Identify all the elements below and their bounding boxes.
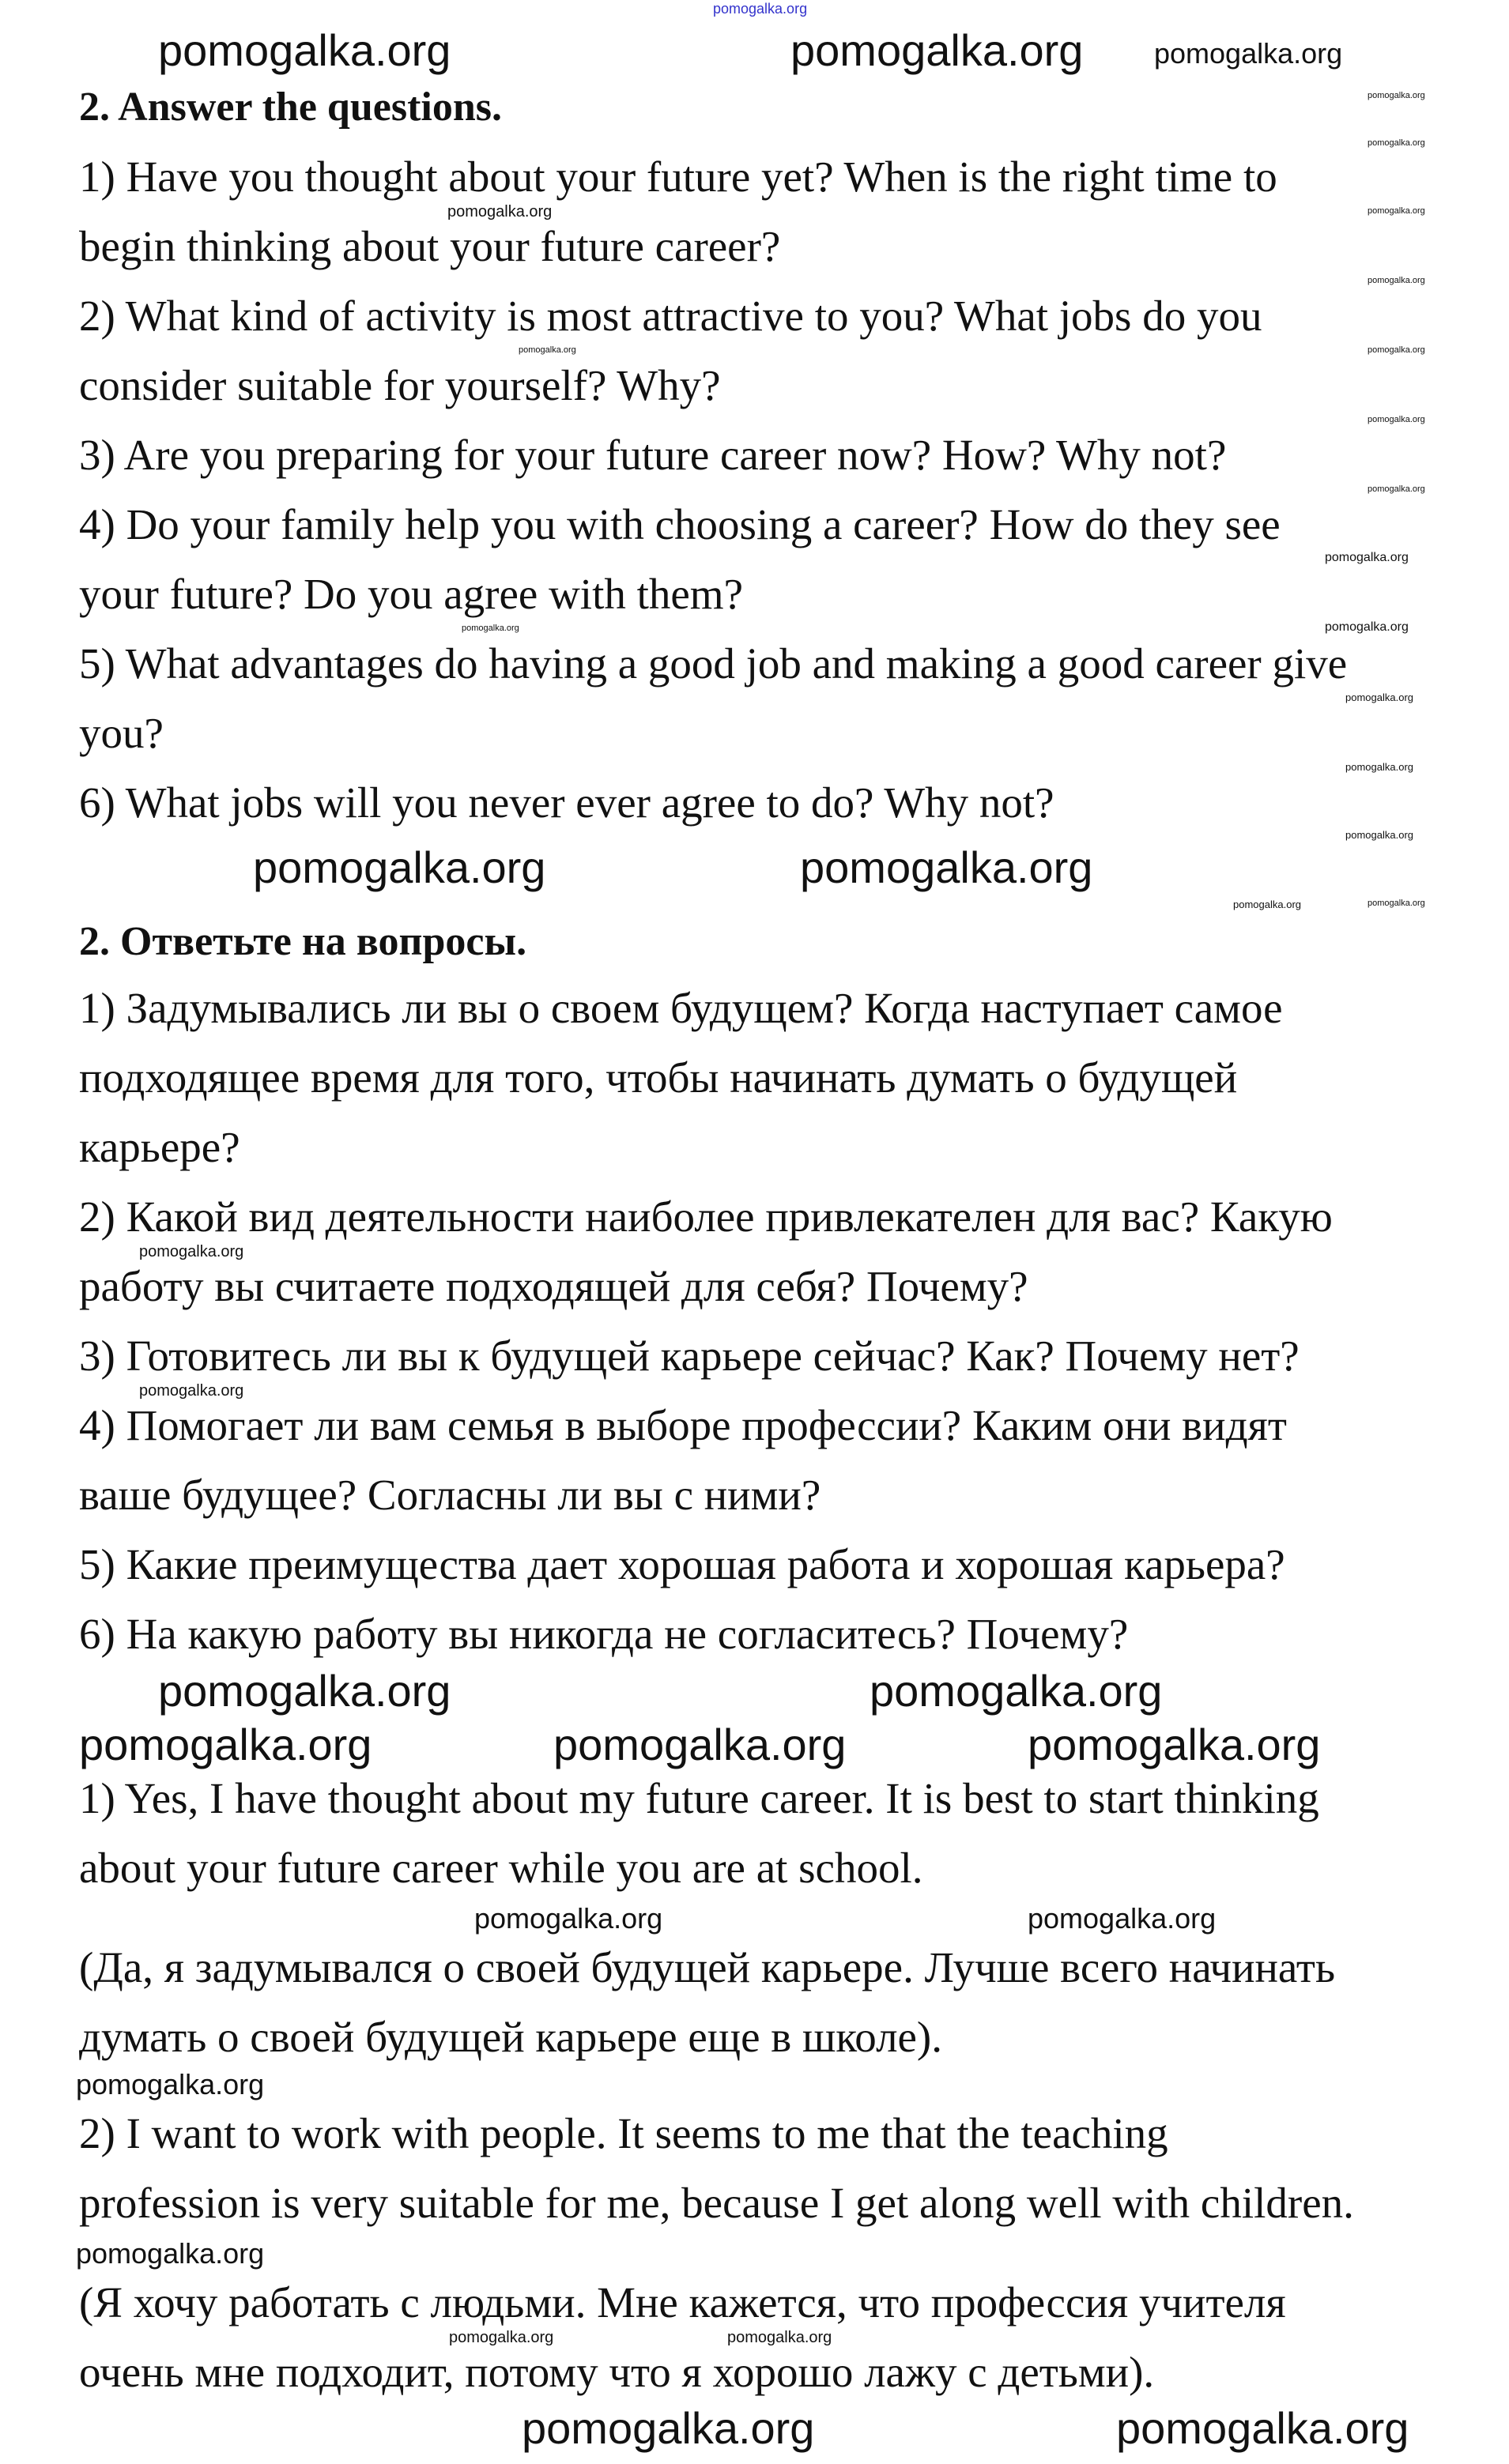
answer-line: (Я хочу работать с людьми. Мне кажется, что профессия учителя xyxy=(79,2278,1286,2326)
answer-line: 1) Yes, I have thought about my future career. It is best to start thinking xyxy=(79,1774,1319,1822)
question-line: 5) What advantages do having a good job and making a good career give xyxy=(79,639,1348,688)
watermark: pomogalka.org xyxy=(76,2068,265,2100)
watermark: pomogalka.org xyxy=(1368,484,1425,494)
answer-line: думать о своей будущей карьере еще в школе). xyxy=(79,2013,942,2061)
answer-line: очень мне подходит, потому что я хорошо лажу с детьми). xyxy=(79,2348,1155,2396)
question-line-ru: ваше будущее? Согласны ли вы с ними? xyxy=(79,1471,821,1519)
question-line-ru: 2) Какой вид деятельности наиболее привлекателен для вас? Какую xyxy=(79,1192,1333,1241)
heading-ru: 2. Ответьте на вопросы. xyxy=(79,919,527,964)
watermark: pomogalka.org xyxy=(1368,899,1425,908)
answer-line: profession is very suitable for me, because I get along well with children. xyxy=(79,2179,1354,2227)
watermark: pomogalka.org xyxy=(1345,761,1413,773)
watermark: pomogalka.org xyxy=(474,1902,663,1935)
watermark: pomogalka.org xyxy=(449,2329,554,2346)
watermark: pomogalka.org xyxy=(158,25,451,75)
question-line: 6) What jobs will you never ever agree to do? Why not? xyxy=(79,778,1054,827)
watermark: pomogalka.org xyxy=(139,1382,244,1400)
question-line: 4) Do your family help you with choosing a career? How do they see xyxy=(79,500,1281,548)
watermark: pomogalka.org xyxy=(1368,206,1425,216)
watermark: pomogalka.org xyxy=(158,1666,451,1716)
answer-line: 2) I want to work with people. It seems to me that the teaching xyxy=(79,2109,1168,2157)
watermark: pomogalka.org xyxy=(870,1666,1163,1716)
watermark: pomogalka.org xyxy=(727,2329,832,2346)
question-line: consider suitable for yourself? Why? xyxy=(79,361,721,409)
watermark: pomogalka.org xyxy=(1116,2403,1409,2453)
watermark: pomogalka.org xyxy=(1028,1720,1321,1769)
question-line: you? xyxy=(79,709,164,757)
watermark: pomogalka.org xyxy=(1154,37,1343,70)
watermark: pomogalka.org xyxy=(1345,829,1413,841)
watermark: pomogalka.org xyxy=(1368,415,1425,424)
watermark: pomogalka.org xyxy=(1368,345,1425,355)
watermark: pomogalka.org xyxy=(79,1720,372,1769)
watermark: pomogalka.org xyxy=(139,1243,244,1260)
question-line-ru: работу вы считаете подходящей для себя? Почему? xyxy=(79,1262,1028,1310)
question-line-ru: 4) Помогает ли вам семья в выборе профессии? Каким они видят xyxy=(79,1401,1287,1449)
question-line: 2) What kind of activity is most attractive to you? What jobs do you xyxy=(79,292,1262,340)
answer-line: about your future career while you are at school. xyxy=(79,1844,923,1892)
question-line: your future? Do you agree with them? xyxy=(79,570,743,618)
watermark: pomogalka.org xyxy=(1345,691,1413,703)
watermark: pomogalka.org xyxy=(522,2403,815,2453)
watermark: pomogalka.org xyxy=(1028,1902,1217,1935)
watermark: pomogalka.org xyxy=(462,624,519,633)
watermark: pomogalka.org xyxy=(253,842,546,892)
question-line: 1) Have you thought about your future yet? When is the right time to xyxy=(79,153,1277,201)
watermark: pomogalka.org xyxy=(790,25,1084,75)
question-line-ru: 6) На какую работу вы никогда не согласитесь? Почему? xyxy=(79,1610,1129,1658)
watermark: pomogalka.org xyxy=(1368,276,1425,285)
question-line-ru: 5) Какие преимущества дает хорошая работа и хорошая карьера? xyxy=(79,1540,1285,1588)
watermark: pomogalka.org xyxy=(1325,551,1409,564)
watermark: pomogalka.org xyxy=(1325,620,1409,634)
question-line: begin thinking about your future career? xyxy=(79,222,781,270)
question-line-ru: 1) Задумывались ли вы о своем будущем? Когда наступает самое xyxy=(79,984,1283,1032)
question-line-ru: подходящее время для того, чтобы начинать думать о будущей xyxy=(79,1053,1238,1102)
watermark: pomogalka.org xyxy=(553,1720,847,1769)
watermark: pomogalka.org xyxy=(76,2237,265,2270)
watermark: pomogalka.org xyxy=(800,842,1093,892)
watermark: pomogalka.org xyxy=(1233,899,1301,910)
heading-en: 2. Answer the questions. xyxy=(79,85,503,130)
question-line: 3) Are you preparing for your future career now? How? Why not? xyxy=(79,431,1227,479)
watermark: pomogalka.org xyxy=(519,345,576,355)
watermark: pomogalka.org xyxy=(1368,91,1425,100)
question-line-ru: карьере? xyxy=(79,1123,240,1171)
watermark: pomogalka.org xyxy=(1368,138,1425,148)
watermark: pomogalka.org xyxy=(447,203,553,220)
answer-line: (Да, я задумывался о своей будущей карьере. Лучше всего начинать xyxy=(79,1943,1336,1991)
watermark-link[interactable]: pomogalka.org xyxy=(713,1,808,17)
question-line-ru: 3) Готовитесь ли вы к будущей карьере сейчас? Как? Почему нет? xyxy=(79,1332,1300,1380)
